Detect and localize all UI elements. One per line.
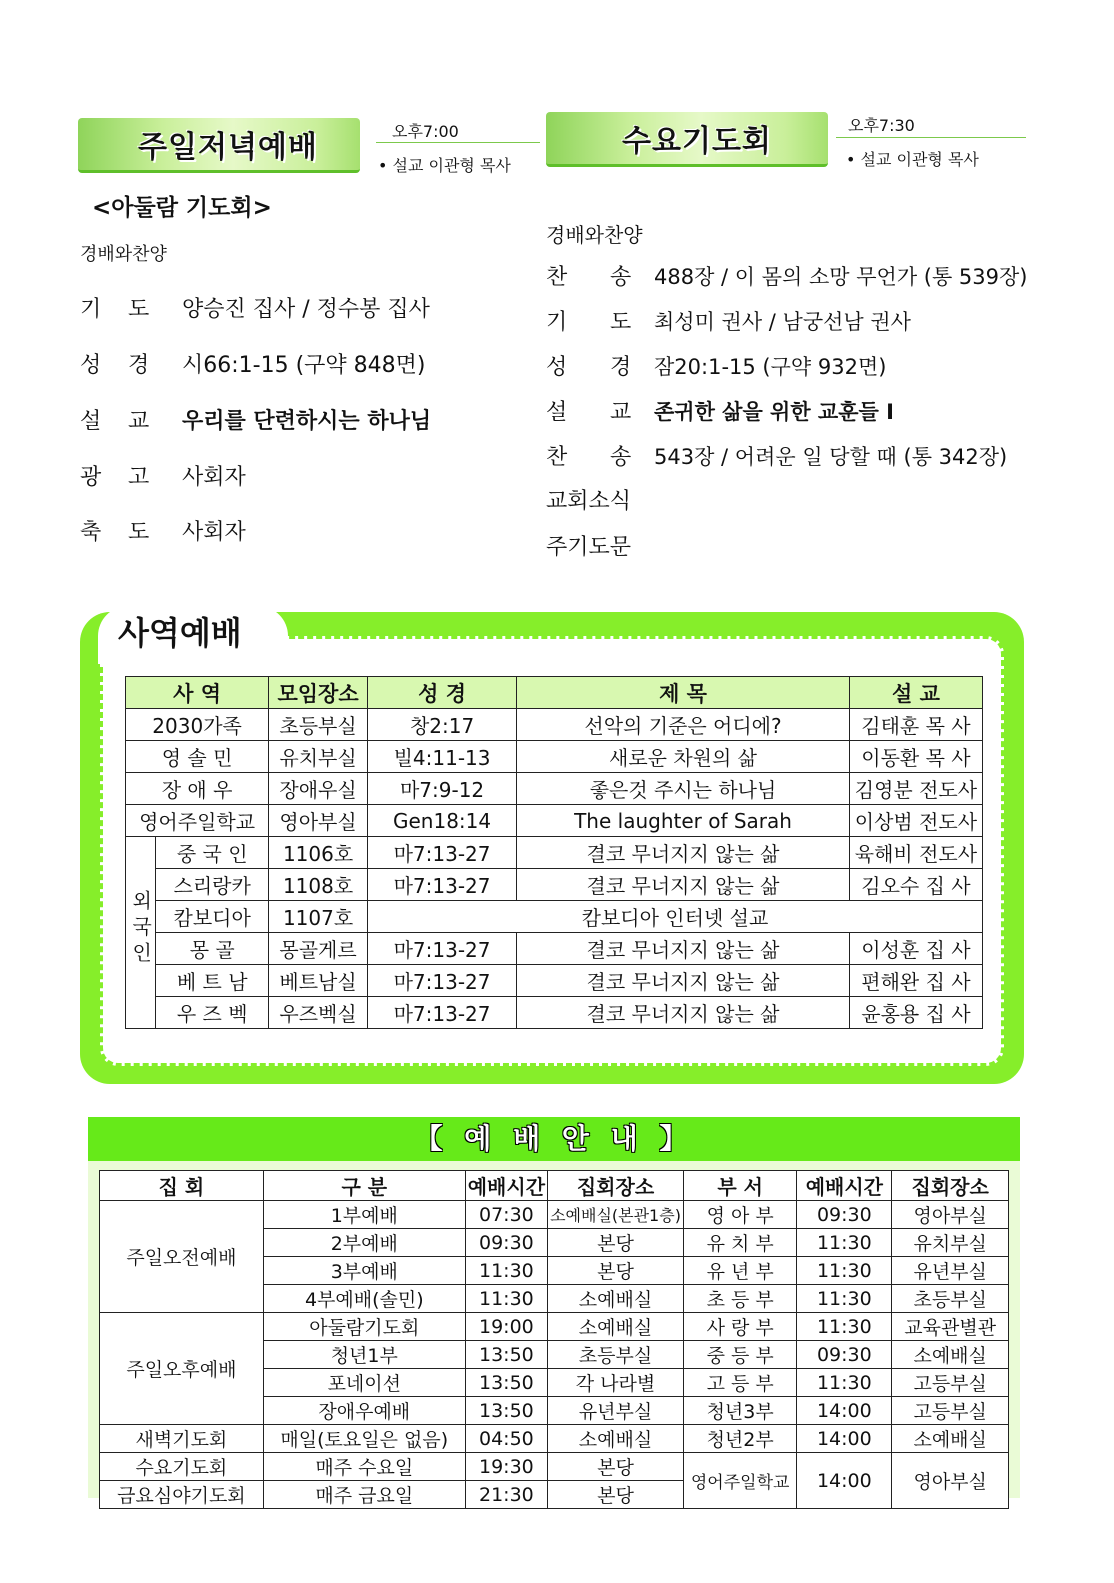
guide-dept: 영 아 부 (684, 1201, 797, 1229)
ministry-name: 캄보디아 (156, 901, 269, 933)
evening-order-label (80, 292, 176, 323)
guide-kind: 포네이션 (263, 1369, 465, 1397)
guide-header-time: 예배시간 (465, 1171, 547, 1201)
guide-place: 소예배실 (548, 1425, 684, 1453)
guide-place: 본당 (548, 1229, 684, 1257)
wednesday-order-value: 488장 / 이 몸의 소망 무언가 (통 539장) (654, 265, 1028, 289)
ministry-preacher: 이상범 전도사 (849, 805, 982, 837)
ministry-foreign-label (126, 837, 156, 1029)
evening-time: 오후7:00 (392, 122, 459, 141)
guide-place: 각 나라별 (548, 1369, 684, 1397)
ministry-merged: 캄보디아 인터넷 설교 (367, 901, 982, 933)
guide-time: 13:50 (465, 1397, 547, 1425)
ministry-preacher: 육해비 전도사 (849, 837, 982, 869)
ministry-header-bible: 성 경 (367, 677, 516, 709)
ministry-place: 1106호 (269, 837, 368, 869)
wednesday-order-row (546, 440, 1007, 471)
guide-kind: 2부예배 (263, 1229, 465, 1257)
ministry-topic: 새로운 차원의 삶 (517, 741, 850, 773)
label-char: 도 (610, 310, 632, 335)
evening-order-label (80, 404, 176, 435)
guide-row (100, 1201, 1009, 1229)
guide-time: 19:00 (465, 1313, 547, 1341)
ministry-preacher: 김오수 집 사 (849, 869, 982, 901)
guide-dept: 사 랑 부 (684, 1313, 797, 1341)
ministry-preacher: 김영분 전도사 (849, 773, 982, 805)
guide-dept: 유 년 부 (684, 1257, 797, 1285)
ministry-topic: 결코 무너지지 않는 삶 (517, 965, 850, 997)
ministry-bible: 마7:13-27 (367, 965, 516, 997)
wednesday-order-label (546, 305, 654, 336)
ministry-preacher: 이성훈 집 사 (849, 933, 982, 965)
ministry-foreign-row (126, 837, 983, 869)
ministry-header-ministry: 사 역 (126, 677, 269, 709)
ministry-bible: Gen18:14 (367, 805, 516, 837)
guide-kind: 매주 수요일 (263, 1453, 465, 1481)
ministry-place: 1107호 (269, 901, 368, 933)
evening-order-row (80, 515, 246, 546)
guide-time: 11:30 (465, 1285, 547, 1313)
guide-row (100, 1313, 1009, 1341)
guide-dept: 초 등 부 (684, 1285, 797, 1313)
guide-dept-time: 11:30 (797, 1257, 892, 1285)
ministry-topic: 결코 무너지지 않는 삶 (517, 933, 850, 965)
guide-dept: 청년3부 (684, 1397, 797, 1425)
ministry-place: 베트남실 (269, 965, 368, 997)
ministry-preacher: 윤홍용 집 사 (849, 997, 982, 1029)
guide-table (99, 1170, 1009, 1509)
guide-header-dept-time: 예배시간 (797, 1171, 892, 1201)
guide-time: 19:30 (465, 1453, 547, 1481)
guide-dept-place: 영아부실 (892, 1453, 1009, 1509)
evening-order-row (80, 404, 431, 435)
guide-kind: 청년1부 (263, 1341, 465, 1369)
label-char: 송 (610, 265, 632, 290)
wednesday-order-value: 잠20:1-15 (구약 932면) (654, 355, 887, 379)
guide-header-dept-place: 집회장소 (892, 1171, 1009, 1201)
label-char: 교 (610, 400, 632, 425)
guide-dept: 청년2부 (684, 1425, 797, 1453)
evening-title: 주일저녁예배 (138, 130, 318, 165)
guide-dept-place: 고등부실 (892, 1397, 1009, 1425)
guide-dept-place: 소예배실 (892, 1341, 1009, 1369)
guide-kind: 4부예배(솔민) (263, 1285, 465, 1313)
guide-dept-time: 14:00 (797, 1453, 892, 1509)
guide-place: 본당 (548, 1453, 684, 1481)
label-char: 찬 (546, 265, 568, 290)
guide-place: 초등부실 (548, 1341, 684, 1369)
ministry-row (126, 805, 983, 837)
evening-intro: 경배와찬양 (80, 244, 167, 265)
guide-dept-place: 영아부실 (892, 1201, 1009, 1229)
evening-order-value: 사회자 (182, 520, 246, 545)
evening-order-value: 시66:1-15 (구약 848면) (182, 353, 426, 378)
ministry-name: 스리랑카 (156, 869, 269, 901)
guide-gathering: 수요기도회 (100, 1453, 264, 1481)
evening-order-value: 양승진 집사 / 정수봉 집사 (182, 297, 430, 322)
guide-dept-time: 11:30 (797, 1285, 892, 1313)
label-char: 축 (80, 520, 102, 545)
wednesday-order-label (546, 350, 654, 381)
label-char: 설 (80, 409, 102, 434)
label-char: 기 (546, 310, 568, 335)
evening-order-label (80, 515, 176, 546)
guide-gathering: 주일오전예배 (100, 1201, 264, 1313)
guide-time: 13:50 (465, 1369, 547, 1397)
ministry-header-place: 모임장소 (269, 677, 368, 709)
ministry-topic: 결코 무너지지 않는 삶 (517, 837, 850, 869)
label-char: 설 (546, 400, 568, 425)
guide-place: 소예배실 (548, 1313, 684, 1341)
ministry-name: 베 트 남 (156, 965, 269, 997)
guide-header-row (100, 1171, 1009, 1201)
ministry-title: 사역예배 (118, 614, 242, 652)
evening-order-row (80, 460, 246, 491)
ministry-bible: 마7:9-12 (367, 773, 516, 805)
guide-dept-place: 고등부실 (892, 1369, 1009, 1397)
guide-dept-place: 유년부실 (892, 1257, 1009, 1285)
ministry-header-preacher: 설 교 (849, 677, 982, 709)
guide-kind: 3부예배 (263, 1257, 465, 1285)
guide-gathering: 주일오후예배 (100, 1313, 264, 1425)
label-char: 도 (128, 520, 150, 545)
wednesday-title: 수요기도회 (622, 124, 772, 159)
guide-time: 07:30 (465, 1201, 547, 1229)
evening-order-label (80, 348, 176, 379)
ministry-topic: 선악의 기준은 어디에? (517, 709, 850, 741)
guide-dept-place: 교육관별관 (892, 1313, 1009, 1341)
guide-dept: 고 등 부 (684, 1369, 797, 1397)
wednesday-order-label (546, 260, 654, 291)
wednesday-lords-prayer: 주기도문 (546, 535, 632, 560)
evening-preacher: • 설교 이관형 목사 (378, 156, 511, 175)
wednesday-order-value: 최성미 권사 / 남궁선남 권사 (654, 310, 911, 334)
guide-header-place: 집회장소 (548, 1171, 684, 1201)
wednesday-order-value: 존귀한 삶을 위한 교훈들 Ⅰ (654, 400, 894, 424)
guide-title: 【 예 배 안 내 】 (414, 1122, 694, 1155)
guide-time: 21:30 (465, 1481, 547, 1509)
ministry-name: 우 즈 벡 (156, 997, 269, 1029)
guide-dept-place: 초등부실 (892, 1285, 1009, 1313)
guide-gathering: 새벽기도회 (100, 1425, 264, 1453)
guide-dept-time: 09:30 (797, 1341, 892, 1369)
guide-dept-time: 14:00 (797, 1397, 892, 1425)
guide-row (100, 1425, 1009, 1453)
wednesday-church-news: 교회소식 (546, 489, 632, 514)
ministry-bible: 마7:13-27 (367, 997, 516, 1029)
guide-time: 13:50 (465, 1341, 547, 1369)
wednesday-order-row (546, 305, 911, 336)
ministry-bible: 마7:13-27 (367, 869, 516, 901)
wednesday-order-value: 543장 / 어려운 일 당할 때 (통 342장) (654, 445, 1008, 469)
guide-gathering: 금요심야기도회 (100, 1481, 264, 1509)
guide-place: 본당 (548, 1481, 684, 1509)
ministry-topic: 결코 무너지지 않는 삶 (517, 869, 850, 901)
wednesday-order-label (546, 440, 654, 471)
ministry-name: 장 애 우 (126, 773, 269, 805)
ministry-bible: 마7:13-27 (367, 933, 516, 965)
guide-dept: 유 치 부 (684, 1229, 797, 1257)
label-char: 경 (610, 355, 632, 380)
ministry-row (126, 773, 983, 805)
guide-dept-place: 소예배실 (892, 1425, 1009, 1453)
guide-time: 04:50 (465, 1425, 547, 1453)
label-char: 찬 (546, 445, 568, 470)
foreign-label-text: 외국인 (128, 890, 153, 968)
guide-header-gathering: 집 회 (100, 1171, 264, 1201)
guide-header-kind: 구 분 (263, 1171, 465, 1201)
ministry-place: 유치부실 (269, 741, 368, 773)
guide-place: 유년부실 (548, 1397, 684, 1425)
label-char: 경 (128, 353, 150, 378)
guide-kind: 매일(토요일은 없음) (263, 1425, 465, 1453)
evening-order-value: 사회자 (182, 465, 246, 490)
wednesday-order-row (546, 260, 1028, 291)
guide-dept-time: 14:00 (797, 1425, 892, 1453)
ministry-foreign-row (126, 901, 983, 933)
wednesday-preacher: • 설교 이관형 목사 (846, 150, 979, 169)
guide-kind: 아둘람기도회 (263, 1313, 465, 1341)
ministry-row (126, 709, 983, 741)
ministry-name: 영어주일학교 (126, 805, 269, 837)
ministry-preacher: 편해완 집 사 (849, 965, 982, 997)
ministry-place: 우즈벡실 (269, 997, 368, 1029)
ministry-preacher: 김태훈 목 사 (849, 709, 982, 741)
guide-place: 본당 (548, 1257, 684, 1285)
guide-dept-time: 11:30 (797, 1229, 892, 1257)
ministry-place: 초등부실 (269, 709, 368, 741)
ministry-foreign-row (126, 997, 983, 1029)
evening-order-row (80, 292, 430, 323)
ministry-place: 장애우실 (269, 773, 368, 805)
wednesday-time: 오후7:30 (848, 116, 915, 135)
label-char: 성 (80, 353, 102, 378)
ministry-header-topic: 제 목 (517, 677, 850, 709)
label-char: 교 (128, 409, 150, 434)
wednesday-order-label (546, 395, 654, 426)
ministry-table (125, 676, 983, 1029)
guide-dept: 영어주일학교 (684, 1453, 797, 1509)
guide-kind: 1부예배 (263, 1201, 465, 1229)
ministry-place: 1108호 (269, 869, 368, 901)
guide-kind: 장애우예배 (263, 1397, 465, 1425)
guide-dept: 중 등 부 (684, 1341, 797, 1369)
ministry-place: 몽골게르 (269, 933, 368, 965)
guide-place: 소예배실 (548, 1285, 684, 1313)
evening-subtitle: <아둘람 기도회> (92, 195, 272, 221)
ministry-name: 몽 골 (156, 933, 269, 965)
ministry-topic: 결코 무너지지 않는 삶 (517, 997, 850, 1029)
guide-header-dept: 부 서 (684, 1171, 797, 1201)
guide-time: 11:30 (465, 1257, 547, 1285)
guide-time: 09:30 (465, 1229, 547, 1257)
ministry-header-row (126, 677, 983, 709)
guide-dept-time: 11:30 (797, 1369, 892, 1397)
ministry-preacher: 이동환 목 사 (849, 741, 982, 773)
label-char: 고 (128, 465, 150, 490)
ministry-name: 영 솔 민 (126, 741, 269, 773)
ministry-bible: 마7:13-27 (367, 837, 516, 869)
label-char: 성 (546, 355, 568, 380)
label-char: 광 (80, 465, 102, 490)
ministry-bible: 빌4:11-13 (367, 741, 516, 773)
guide-dept-time: 11:30 (797, 1313, 892, 1341)
guide-dept-time: 09:30 (797, 1201, 892, 1229)
label-char: 송 (610, 445, 632, 470)
ministry-place: 영아부실 (269, 805, 368, 837)
evening-order-label (80, 460, 176, 491)
guide-dept-place: 유치부실 (892, 1229, 1009, 1257)
ministry-name: 2030가족 (126, 709, 269, 741)
ministry-topic: The laughter of Sarah (517, 805, 850, 837)
evening-order-row (80, 348, 426, 379)
ministry-foreign-row (126, 869, 983, 901)
ministry-foreign-row (126, 965, 983, 997)
label-char: 도 (128, 297, 150, 322)
ministry-topic: 좋은것 주시는 하나님 (517, 773, 850, 805)
guide-place: 소예배실(본관1층) (548, 1201, 684, 1229)
evening-divider (376, 142, 540, 143)
label-char: 기 (80, 297, 102, 322)
wednesday-order-row (546, 350, 886, 381)
wednesday-order-row (546, 395, 894, 426)
evening-order-value: 우리를 단련하시는 하나님 (182, 409, 432, 434)
ministry-row (126, 741, 983, 773)
ministry-foreign-row (126, 933, 983, 965)
ministry-name: 중 국 인 (156, 837, 269, 869)
wednesday-intro: 경배와찬양 (546, 223, 643, 247)
ministry-bible: 창2:17 (367, 709, 516, 741)
guide-kind: 매주 금요일 (263, 1481, 465, 1509)
wednesday-divider (836, 137, 1026, 138)
guide-row (100, 1453, 1009, 1481)
